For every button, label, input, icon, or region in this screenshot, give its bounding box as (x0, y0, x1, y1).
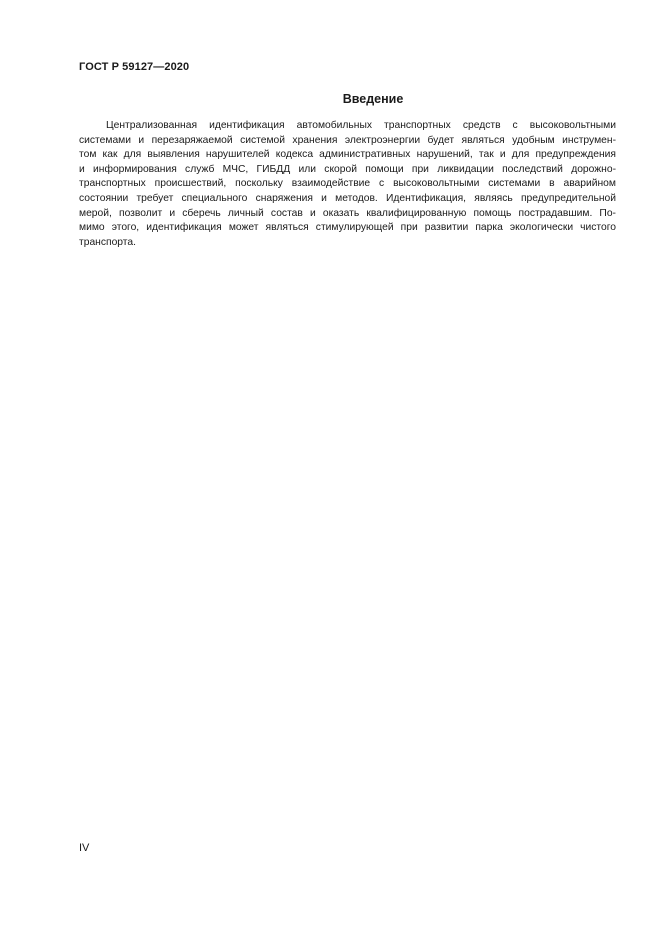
document-code: ГОСТ Р 59127—2020 (79, 61, 190, 73)
paragraph-line: транспорта. (79, 236, 136, 248)
paragraph-line: транспортных происшествий, поскольку взаимодействие с высоковольтными системами в аварийном (79, 178, 616, 190)
paragraph-line: мимо этого, идентификация может являться стимулирующей при развитии парка экологически чистого (79, 222, 616, 234)
paragraph-line: состоянии требует специального снаряжения и методов. Идентификация, являясь предупредительной (79, 192, 616, 204)
page-number: IV (79, 842, 90, 854)
paragraph-line: и информирования служб МЧС, ГИБДД или скорой помощи при ликвидации последствий дорожно- (79, 163, 616, 175)
paragraph-line: Централизованная идентификация автомобильных транспортных средств с высоковольтными (106, 120, 616, 131)
paragraph-line: том как для выявления нарушителей кодекса административных нарушений, так и для предупреждения (79, 149, 616, 161)
paragraph-line: системами и перезаряжаемой системой хранения электроэнергии будет являться удобным инструмен- (79, 134, 616, 146)
section-title: Введение (342, 92, 404, 106)
introduction-paragraph (79, 119, 616, 250)
paragraph-line: мерой, позволит и сберечь личный состав и оказать квалифицированную помощь пострадавшим. По- (79, 207, 616, 219)
